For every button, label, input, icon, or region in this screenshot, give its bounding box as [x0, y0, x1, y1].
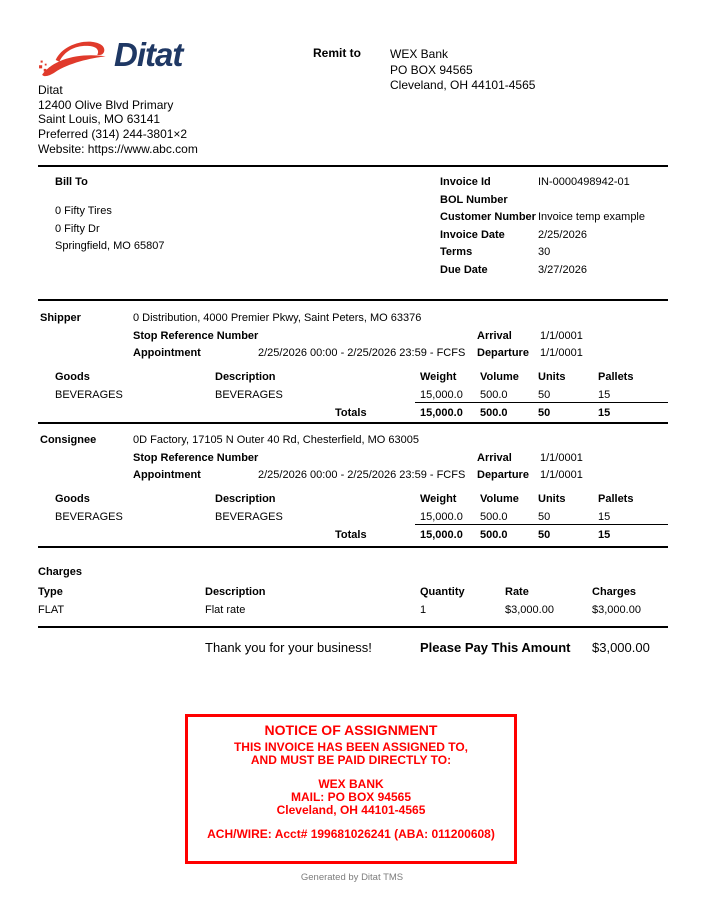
quantity-header: Quantity [420, 586, 465, 598]
company-phone: Preferred (314) 244-3801×2 [38, 126, 188, 141]
consignee-appointment-value: 2/25/2026 00:00 - 2/25/2026 23:59 - FCFS [258, 469, 466, 481]
company-name: Ditat [38, 83, 63, 97]
invoice-date-value: 2/25/2026 [538, 229, 587, 241]
totals-weight: 15,000.0 [420, 407, 463, 419]
totals-label: Totals [335, 529, 367, 541]
shipper-appointment-value: 2/25/2026 00:00 - 2/25/2026 23:59 - FCFS [258, 347, 466, 359]
totals-volume: 500.0 [480, 529, 508, 541]
goods-cell: 15,000.0 [420, 511, 463, 523]
notice-line: THIS INVOICE HAS BEEN ASSIGNED TO, [233, 740, 469, 754]
generated-by-footer: Generated by Ditat TMS [300, 872, 404, 883]
bill-to-label: Bill To [55, 176, 88, 188]
remit-line: Cleveland, OH 44101-4565 [390, 78, 536, 92]
invoice-id-label: Invoice Id [440, 176, 491, 188]
shipper-arrival-label: Arrival [477, 330, 512, 342]
bill-to-address [55, 203, 164, 256]
totals-units: 50 [538, 529, 551, 541]
due-date-label: Due Date [440, 264, 488, 276]
goods-cell: 15 [598, 511, 611, 523]
terms-value: 30 [538, 246, 551, 258]
shipper-appointment-label: Appointment [133, 347, 201, 359]
section-divider [38, 422, 668, 424]
goods-cell: BEVERAGES [215, 511, 283, 523]
totals-label: Totals [335, 407, 367, 419]
section-divider [38, 299, 668, 301]
please-pay-label: Please Pay This Amount [420, 640, 571, 655]
charges-header: Charges [592, 586, 637, 598]
volume-header: Volume [480, 493, 519, 505]
goods-cell: BEVERAGES [55, 511, 123, 523]
goods-cell: 15,000.0 [420, 389, 463, 401]
company-website: Website: https://www.abc.com [38, 142, 198, 156]
shipper-role-label: Shipper [40, 312, 81, 324]
totals-units: 50 [538, 407, 551, 419]
totals-divider [415, 402, 668, 403]
description-header: Description [215, 493, 276, 505]
customer-number-label: Customer Number [440, 211, 536, 223]
notice-payee-city: Cleveland, OH 44101-4565 [276, 803, 426, 817]
goods-cell: 15 [598, 389, 611, 401]
charge-amount-cell: $3,000.00 [592, 604, 641, 616]
totals-divider [415, 524, 668, 525]
description-header: Description [215, 371, 276, 383]
goods-cell: 500.0 [480, 389, 508, 401]
company-address [38, 83, 187, 141]
section-divider [38, 546, 668, 548]
totals-pallets: 15 [598, 529, 611, 541]
goods-header: Goods [55, 371, 90, 383]
charge-description-cell: Flat rate [205, 604, 246, 616]
customer-number-value: Invoice temp example [538, 211, 645, 223]
section-divider [38, 626, 668, 628]
consignee-address: 0D Factory, 17105 N Outer 40 Rd, Chesterfield, MO 63005 [133, 434, 419, 446]
goods-cell: BEVERAGES [55, 389, 123, 401]
due-date-value: 3/27/2026 [538, 264, 587, 276]
thank-you-text: Thank you for your business! [205, 640, 372, 655]
bill-to-line: 0 Fifty Dr [55, 222, 100, 235]
type-header: Type [38, 586, 63, 598]
logo-wordmark: Ditat [114, 36, 183, 73]
shipper-arrival-value: 1/1/0001 [540, 330, 583, 342]
consignee-role-label: Consignee [40, 434, 97, 446]
goods-cell: 50 [538, 389, 551, 401]
charge-type-cell: FLAT [38, 604, 65, 616]
section-divider [38, 165, 668, 167]
notice-ach-wire: ACH/WIRE: Acct# 199681026241 (ABA: 011200608) [207, 827, 495, 841]
consignee-departure-value: 1/1/0001 [540, 469, 583, 481]
remit-to-label: Remit to [313, 46, 361, 60]
notice-of-assignment-box [185, 714, 517, 864]
consignee-appointment-label: Appointment [133, 469, 201, 481]
charge-quantity-cell: 1 [420, 604, 427, 616]
consignee-departure-label: Departure [477, 469, 529, 481]
units-header: Units [538, 493, 566, 505]
bol-number-label: BOL Number [440, 194, 508, 206]
bill-to-line: Springfield, MO 65807 [55, 240, 165, 252]
weight-header: Weight [420, 371, 457, 383]
goods-cell: BEVERAGES [215, 389, 283, 401]
company-street: 12400 Olive Blvd Primary [38, 97, 174, 112]
remit-line: WEX Bank [390, 47, 449, 61]
ditat-swoosh-icon [38, 33, 116, 85]
shipper-stop-reference-label: Stop Reference Number [133, 330, 259, 342]
goods-header: Goods [55, 493, 90, 505]
consignee-arrival-label: Arrival [477, 452, 512, 464]
bill-to-line: 0 Fifty Tires [55, 205, 112, 217]
charge-rate-cell: $3,000.00 [505, 604, 554, 616]
totals-weight: 15,000.0 [420, 529, 463, 541]
shipper-departure-label: Departure [477, 347, 529, 359]
goods-cell: 50 [538, 511, 551, 523]
invoice-id-value: IN-0000498942-01 [538, 176, 630, 188]
notice-title: NOTICE OF ASSIGNMENT [264, 722, 438, 738]
notice-payee-mail: MAIL: PO BOX 94565 [290, 790, 412, 804]
pallets-header: Pallets [598, 371, 634, 383]
remit-to-address [390, 47, 535, 94]
remit-line: PO BOX 94565 [390, 62, 473, 77]
shipper-address: 0 Distribution, 4000 Premier Pkwy, Saint Peters, MO 63376 [133, 312, 422, 324]
consignee-stop-reference-label: Stop Reference Number [133, 452, 259, 464]
totals-pallets: 15 [598, 407, 611, 419]
description-header: Description [205, 586, 266, 598]
notice-payee-name: WEX BANK [318, 777, 384, 791]
volume-header: Volume [480, 371, 519, 383]
company-city: Saint Louis, MO 63141 [38, 112, 161, 126]
units-header: Units [538, 371, 566, 383]
terms-label: Terms [440, 246, 473, 258]
totals-volume: 500.0 [480, 407, 508, 419]
goods-cell: 500.0 [480, 511, 508, 523]
shipper-departure-value: 1/1/0001 [540, 347, 583, 359]
consignee-arrival-value: 1/1/0001 [540, 452, 583, 464]
charges-title: Charges [38, 566, 83, 578]
notice-line: AND MUST BE PAID DIRECTLY TO: [250, 753, 452, 767]
weight-header: Weight [420, 493, 457, 505]
amount-due-value: $3,000.00 [592, 640, 650, 655]
rate-header: Rate [505, 586, 529, 598]
pallets-header: Pallets [598, 493, 634, 505]
invoice-date-label: Invoice Date [440, 229, 505, 241]
